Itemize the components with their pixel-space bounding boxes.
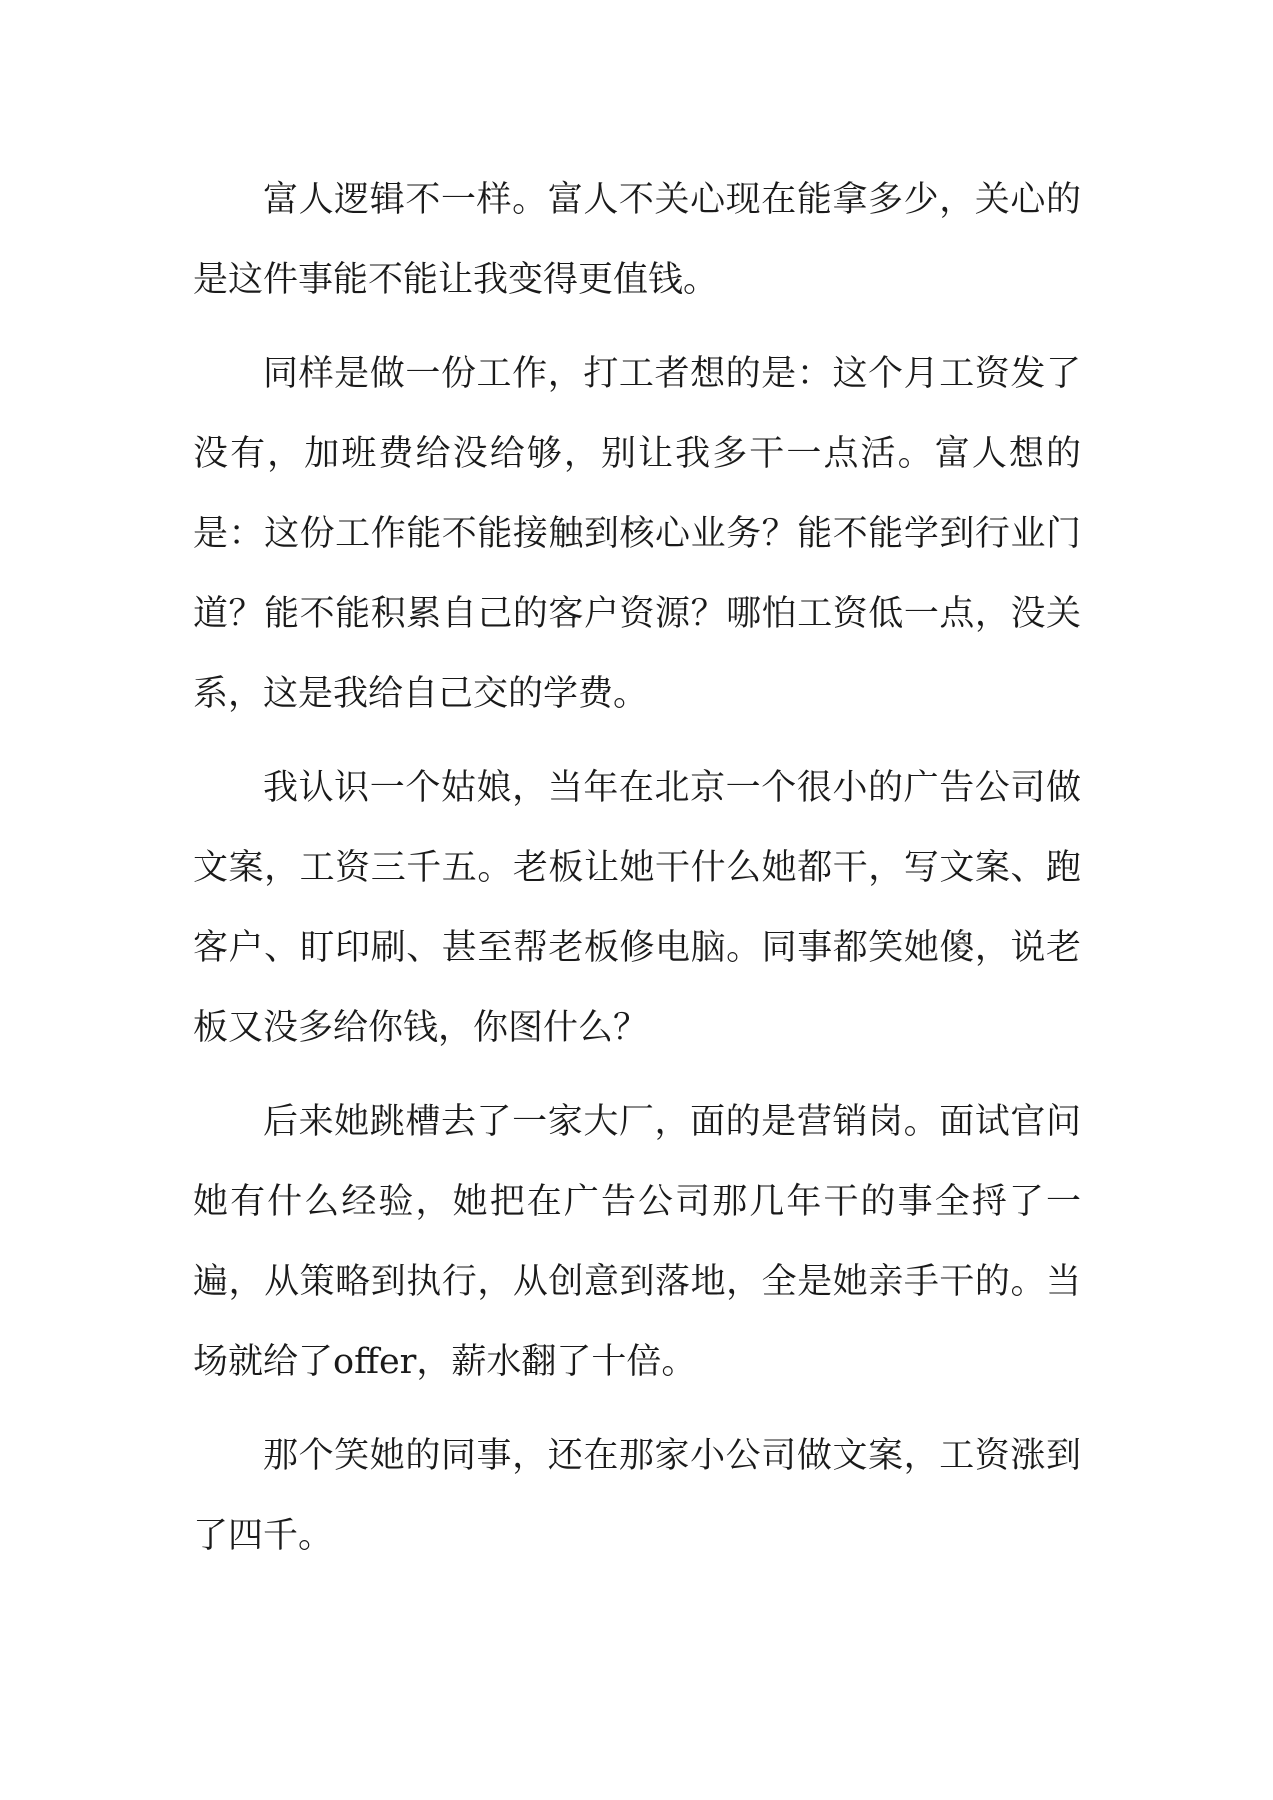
paragraph-5: 那个笑她的同事，还在那家小公司做文案，工资涨到了四千。 [193, 1436, 1081, 1556]
paragraph-4: 后来她跳槽去了一家大厂，面的是营销岗。面试官问她有什么经验，她把在广告公司那几年干的事全捋了一遍，从策略到执行，从创意到落地，全是她亲手干的。当场就给了offer，薪水翻了十倍。 [193, 1102, 1081, 1382]
paragraph-1: 富人逻辑不一样。富人不关心现在能拿多少，关心的是这件事能不能让我变得更值钱。 [193, 180, 1081, 300]
paragraph-3: 我认识一个姑娘，当年在北京一个很小的广告公司做文案，工资三千五。老板让她干什么她都干，写文案、跑客户、盯印刷、甚至帮老板修电脑。同事都笑她傻，说老板又没多给你钱，你图什么？ [193, 768, 1081, 1048]
body-text [193, 160, 1081, 1590]
paragraph-2: 同样是做一份工作，打工者想的是：这个月工资发了没有，加班费给没给够，别让我多干一点活。富人想的是：这份工作能不能接触到核心业务？能不能学到行业门道？能不能积累自己的客户资源？哪怕工资低一点，没关系，这是我给自己交的学费。 [193, 354, 1081, 714]
